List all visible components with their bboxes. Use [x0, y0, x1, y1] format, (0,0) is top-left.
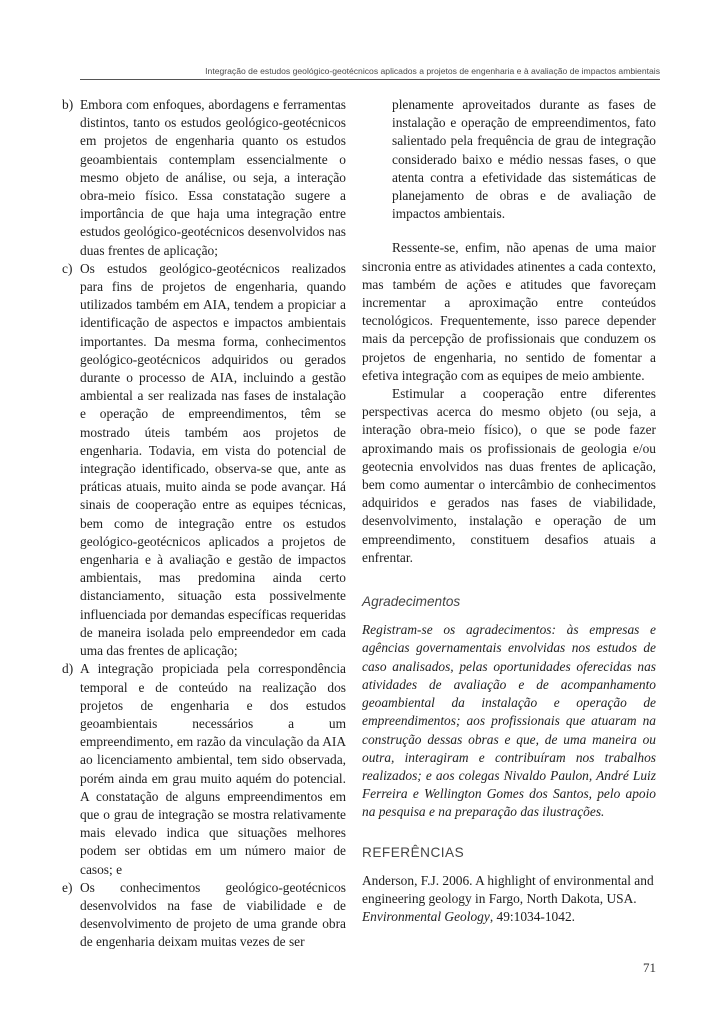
- list-item-b: [62, 96, 346, 260]
- page-number: 71: [643, 960, 656, 975]
- reference-journal: Environmental Geology: [362, 909, 490, 925]
- left-column: [62, 96, 346, 952]
- references-heading: REFERÊNCIAS: [362, 844, 465, 860]
- list-marker: b): [62, 97, 74, 112]
- list-item-e: [62, 879, 346, 952]
- reference-entry: [362, 872, 656, 927]
- continuation-text: plenamente aproveitados durante as fases de instalação e operação de empreendimentos, fato salientado pela frequência de grau de integração considerado baixo e médio nessas fases, o que atenta contra a efetividade das sistemáticas de planejamento de obras e de avaliação de impactos ambientais.: [392, 97, 656, 222]
- reference-authors-title: Anderson, F.J. 2006. A highlight of environmental and engineering geology in Fargo, North Dakota, USA.: [362, 872, 654, 906]
- list-marker: d): [62, 661, 74, 677]
- reference-volume-pages: , 49:1034-1042.: [489, 909, 575, 925]
- list-item-text: Os estudos geológico-geotécnicos realizados para fins de projetos de engenharia, quando utilizados também em AIA, tendem a propiciar a identificação de aspectos e impactos ambientais importantes. Da mesma forma, conhecimentos geológico-geotécnicos adquiridos ou gerados durante o processo de AIA, incluindo a gestão ambiental a ser realizada nas fases de instalação e operação de empreendimentos, têm se mostrado úteis também aos projetos de engenharia. Todavia, em vista do potencial de integração identificado, observa-se que, ante as práticas atuais, muito ainda se pode avançar. Há sinais de cooperação entre as equipes técnicas, bem como de integração entre os estudos geológico-geotécnicos aplicados a projetos de engenharia e à avaliação e gestão de impactos ambientais, mas predomina ainda certo distanciamento, situação esta possivelmente influenciada por demandas específicas requeridas de maneira isolada pelo empreendedor em cada uma das frentes de aplicação;: [80, 260, 346, 659]
- list-item-text: Embora com enfoques, abordagens e ferramentas distintos, tanto os estudos geológico-geotécnicos em projetos de engenharia quanto os estudos geoambientais contemplam essencialmente o mesmo objeto de análise, ou seja, a interação obra-meio físico. Essa constatação sugere a importância de que haja uma integração entre estudos geológico-geotécnicos desenvolvidos nas duas frentes de aplicação;: [80, 97, 346, 258]
- body-paragraph: Ressente-se, enfim, não apenas de uma maior sincronia entre as atividades atinentes a cada contexto, mas também de ações e atitudes que favoreçam incrementar a aproximação entre conteúdos tecnológicos. Frequentemente, isso parece depender mais da percepção de profissionais que conduzem os projetos de engenharia, no sentido de fomentar a efetiva integração com as equipes de meio ambiente.: [362, 240, 656, 383]
- list-item-text: Os conhecimentos geológico-geotécnicos desenvolvidos na fase de viabilidade e de desenvolvimento de projeto de uma grande obra de engenharia deixam muitas vezes de ser: [80, 879, 346, 950]
- list-item-e-continuation: [362, 96, 656, 223]
- list-item-text: A integração propiciada pela correspondência temporal e de conteúdo na realização dos projetos de engenharia e dos estudos geoambientais necessários a um empreendimento, em razão da vinculação da AIA ao licenciamento ambiental, tem sido observada, porém ainda em grau muito aquém do potencial. A constatação de alguns empreendimentos em que o grau de integração se mostra relativamente mais elevado indica que situações melhores podem ser obtidas em um número maior de casos; e: [80, 661, 346, 877]
- running-header: Integração de estudos geológico-geotécnicos aplicados a projetos de engenharia e à avaliação de impactos ambientais: [80, 66, 660, 80]
- acknowledgements-heading: Agradecimentos: [362, 594, 461, 610]
- list-item-c: [62, 260, 346, 660]
- list-item-d: [62, 660, 346, 878]
- body-paragraph: Estimular a cooperação entre diferentes perspectivas acerca do mesmo objeto (ou seja, a interação obra-meio físico), o que se pode fazer aproximando mais os profissionais de geologia e/ou geotecnia envolvidos nas duas frentes de aplicação, bem como aumentar o intercâmbio de conhecimentos adquiridos e gerados nas fases de viabilidade, desenvolvimento, instalação e operação de um empreendimento, constituem desafios atuais a enfrentar.: [362, 386, 656, 565]
- right-column: [362, 96, 656, 926]
- list-marker: e): [62, 879, 73, 895]
- list-marker: c): [62, 260, 73, 276]
- acknowledgements-text: Registram-se os agradecimentos: às empresas e agências governamentais envolvidas nos estudos de caso analisados, pelas oportunidades oferecidas nas atividades de avaliação e de acompanhamento geoambiental da instalação e operação de empreendimentos; aos profissionais que atuaram na construção dessas obras e que, de uma maneira ou outra, interagiram e contribuíram nos trabalhos realizados; e aos colegas Nivaldo Paulon, André Luiz Ferreira e Wellington Gomes dos Santos, pelo apoio na pesquisa e na preparação das ilustrações.: [362, 622, 656, 820]
